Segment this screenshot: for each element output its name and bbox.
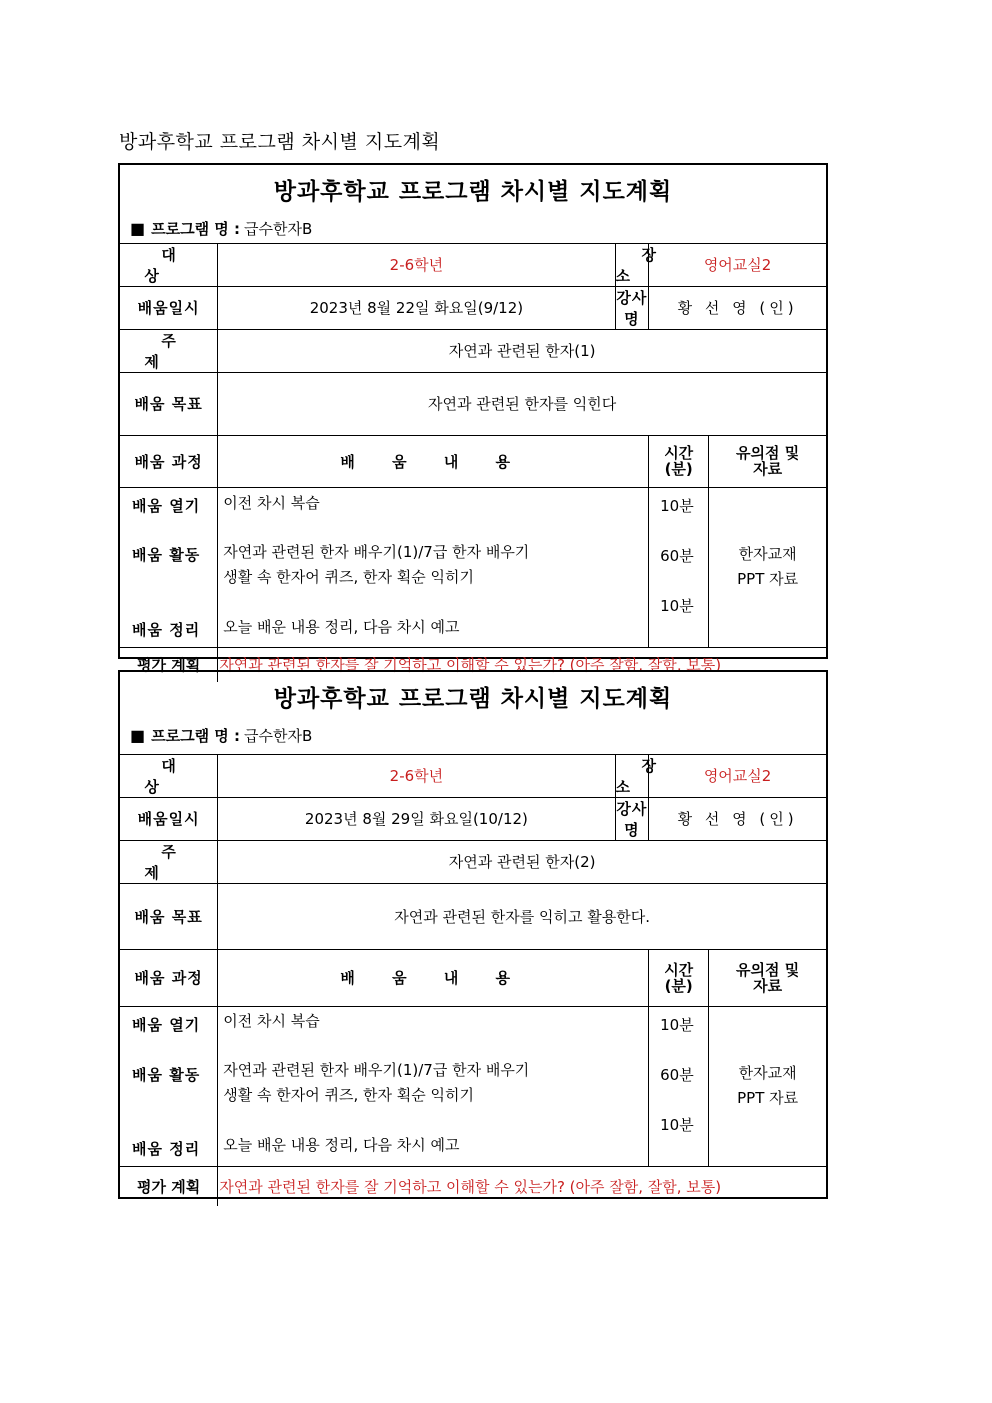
date-value: 2023년 8월 22일 화요일(9/12): [218, 286, 615, 329]
stage-contents: [218, 1006, 649, 1166]
place-label: 장 소: [615, 245, 683, 285]
notes-header: [709, 949, 826, 1006]
place-label-cell: [615, 243, 683, 286]
notes-header-line2: 자료: [753, 460, 783, 478]
time-activity: 60분: [660, 1065, 694, 1084]
place-value: 영어교실2: [649, 243, 826, 286]
plan-title: 방과후학교 프로그램 차시별 지도계획: [273, 685, 673, 712]
evaluation-label: 평가 계획: [137, 656, 201, 675]
stage-labels: [120, 1006, 218, 1166]
goal-label-cell: [120, 372, 218, 435]
target-label: 대 상: [144, 245, 210, 285]
material-line2: PPT 자료: [737, 570, 799, 588]
time-header: [649, 949, 709, 1006]
activity-content-line2: 생활 속 한자어 퀴즈, 한자 획순 익히기: [223, 567, 475, 586]
evaluation-label: 평가 계획: [137, 1177, 201, 1196]
plan-header: [120, 672, 826, 754]
time-open: 10분: [660, 496, 694, 515]
time-close: 10분: [660, 1115, 694, 1134]
stage-open-label: 배움 열기: [132, 1015, 201, 1034]
materials-cell: [709, 1006, 826, 1166]
goal-label: 배움 목표: [134, 907, 203, 926]
time-close: 10분: [660, 596, 694, 615]
lesson-plan-2: [118, 670, 828, 1199]
stage-open-label: 배움 열기: [132, 496, 201, 515]
topic-label-cell: [120, 329, 218, 372]
black-square-icon: ■: [130, 219, 146, 238]
notes-header-line1: 유의점 및: [736, 960, 800, 979]
time-header-line2: (분): [664, 460, 693, 478]
target-label-cell: [120, 243, 218, 286]
target-value: 2-6학년: [218, 754, 615, 797]
content-label: 배 움 내 용: [340, 452, 527, 471]
stage-times: [649, 487, 709, 647]
program-name-value: 급수한자B: [244, 220, 313, 238]
time-activity: 60분: [660, 546, 694, 565]
stage-times: [649, 1006, 709, 1166]
content-label-cell: [218, 435, 649, 487]
program-name-line: [130, 218, 826, 239]
close-content: 오늘 배운 내용 정리, 다음 차시 예고: [223, 617, 460, 636]
target-label-cell: [120, 754, 218, 797]
materials-cell: [709, 487, 826, 647]
program-name-label: 프로그램 명 :: [151, 220, 241, 238]
time-open: 10분: [660, 1015, 694, 1034]
instructor-label: 강사 명: [616, 288, 648, 328]
plan-title: 방과후학교 프로그램 차시별 지도계획: [273, 178, 673, 205]
content-label: 배 움 내 용: [340, 969, 527, 987]
topic-label-cell: [120, 840, 218, 883]
place-label-cell: [615, 754, 683, 797]
time-header: [649, 435, 709, 487]
lesson-plan-1: [118, 163, 828, 675]
material-line1: 한자교재: [738, 1064, 797, 1082]
open-content: 이전 차시 복습: [223, 1011, 320, 1030]
evaluation-label-cell: [120, 1166, 218, 1206]
target-label: 대 상: [144, 756, 210, 796]
evaluation-value: 자연과 관련된 한자를 잘 기억하고 이해할 수 있는가? (아주 잘함, 잘함, 보통): [218, 647, 826, 682]
goal-value: 자연과 관련된 한자를 익히고 활용한다.: [218, 883, 826, 949]
instructor-value: 황 선 영 (인): [649, 797, 826, 840]
goal-label: 배움 목표: [134, 395, 203, 413]
date-label-cell: [120, 797, 218, 840]
material-line2: PPT 자료: [737, 1089, 799, 1107]
stage-activity-label: 배움 활동: [132, 1065, 201, 1084]
time-header-line2: (분): [664, 976, 693, 995]
date-label: 배움일시: [137, 299, 200, 317]
notes-header-line2: 자료: [753, 976, 783, 995]
process-label-cell: [120, 435, 218, 487]
plan-header: [120, 165, 826, 243]
notes-header: [709, 435, 826, 487]
place-value: 영어교실2: [649, 754, 826, 797]
time-header-line1: 시간: [664, 960, 694, 979]
topic-value: 자연과 관련된 한자(1): [218, 329, 826, 372]
stage-contents: [218, 487, 649, 647]
instructor-label-cell: [615, 797, 649, 840]
open-content: 이전 차시 복습: [223, 493, 320, 512]
date-label: 배움일시: [137, 810, 200, 828]
program-name-line: [130, 725, 826, 746]
program-name-value: 급수한자B: [244, 727, 313, 745]
target-value: 2-6학년: [218, 243, 615, 286]
stage-labels: [120, 487, 218, 647]
activity-content-line2: 생활 속 한자어 퀴즈, 한자 획순 익히기: [223, 1085, 475, 1104]
activity-content-line1: 자연과 관련된 한자 배우기(1)/7급 한자 배우기: [223, 542, 530, 561]
date-value: 2023년 8월 29일 화요일(10/12): [218, 797, 615, 840]
instructor-value: 황 선 영 (인): [649, 286, 826, 329]
goal-label-cell: [120, 883, 218, 949]
stage-activity-label: 배움 활동: [132, 545, 201, 564]
stage-close-label: 배움 정리: [132, 620, 201, 639]
content-label-cell: [218, 949, 649, 1006]
place-label: 장 소: [615, 756, 683, 796]
program-name-label: 프로그램 명 :: [151, 727, 241, 745]
notes-header-line1: 유의점 및: [736, 444, 800, 462]
black-square-icon: ■: [130, 726, 146, 745]
close-content: 오늘 배운 내용 정리, 다음 차시 예고: [223, 1135, 460, 1154]
topic-label: 주 제: [144, 842, 210, 882]
stage-close-label: 배움 정리: [132, 1139, 201, 1158]
document-heading: 방과후학교 프로그램 차시별 지도계획: [119, 131, 441, 153]
instructor-label-cell: [615, 286, 649, 329]
time-header-line1: 시간: [664, 444, 694, 462]
activity-content-line1: 자연과 관련된 한자 배우기(1)/7급 한자 배우기: [223, 1060, 530, 1079]
material-line1: 한자교재: [738, 545, 797, 563]
goal-value: 자연과 관련된 한자를 익힌다: [218, 372, 826, 435]
date-label-cell: [120, 286, 218, 329]
topic-value: 자연과 관련된 한자(2): [218, 840, 826, 883]
process-label: 배움 과정: [134, 452, 203, 471]
process-label-cell: [120, 949, 218, 1006]
evaluation-value: 자연과 관련된 한자를 잘 기억하고 이해할 수 있는가? (아주 잘함, 잘함, 보통): [218, 1166, 826, 1206]
instructor-label: 강사 명: [616, 799, 648, 839]
process-label: 배움 과정: [134, 969, 203, 987]
topic-label: 주 제: [144, 331, 210, 371]
